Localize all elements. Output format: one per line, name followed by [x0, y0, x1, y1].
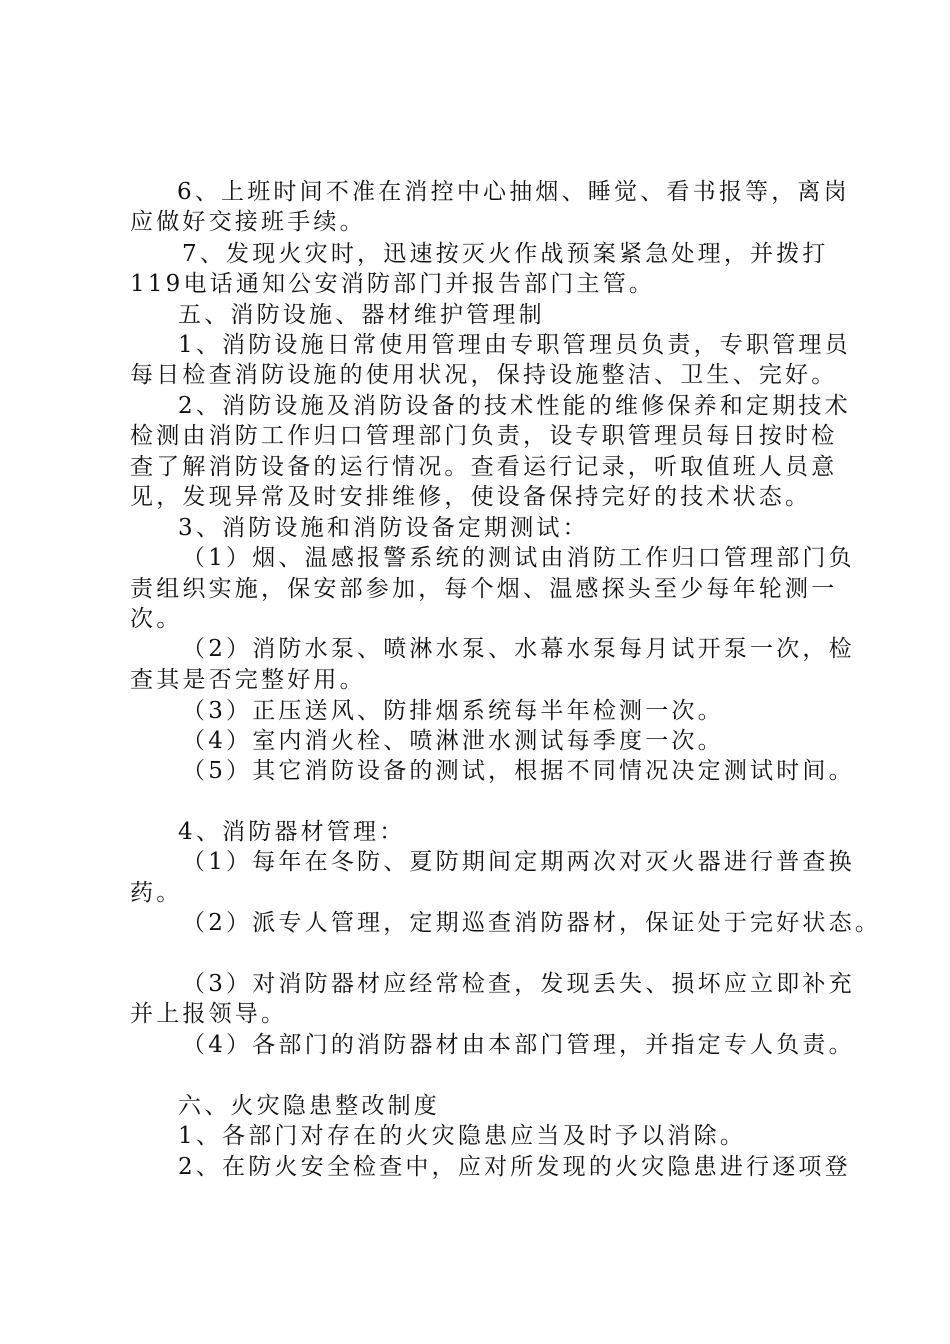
text-line: 119电话通知公安消防部门并报告部门主管。 [130, 271, 656, 297]
text-line: （3）对消防器材应经常检查，发现丢失、损坏应立即补充 [182, 971, 855, 997]
text-line: 并上报领导。 [130, 1001, 288, 1027]
text-line: 药。 [130, 880, 183, 906]
text-line: 次。 [130, 606, 183, 632]
text-line: （2）消防水泵、喷淋水泵、水幕水泵每月试开泵一次，检 [182, 636, 855, 662]
text-line: 4、消防器材管理： [178, 819, 406, 845]
text-line: （1）烟、温感报警系统的测试由消防工作归口管理部门负 [182, 545, 855, 571]
text-line: 见，发现异常及时安排维修，使设备保持完好的技术状态。 [130, 484, 812, 510]
text-line: 7、发现火灾时，迅速按灭火作战预案紧急处理，并拨打 [182, 241, 829, 267]
text-line: 2、消防设施及消防设备的技术性能的维修保养和定期技术 [178, 393, 851, 419]
text-line: （2）派专人管理，定期巡查消防器材，保证处于完好状态。 [182, 910, 882, 936]
text-line: （4）室内消火栓、喷淋泄水测试每季度一次。 [182, 728, 724, 754]
text-line: 查其是否完整好用。 [130, 667, 366, 693]
text-line: （5）其它消防设备的测试，根据不同情况决定测试时间。 [182, 758, 855, 784]
text-line: 1、各部门对存在的火灾隐患应当及时予以消除。 [178, 1123, 747, 1149]
text-line: 应做好交接班手续。 [130, 209, 366, 235]
text-line: 2、在防火安全检查中，应对所发现的火灾隐患进行逐项登 [178, 1154, 851, 1180]
text-line: 检测由消防工作归口管理部门负责，设专职管理员每日按时检 [130, 423, 838, 449]
text-line: （1）每年在冬防、夏防期间定期两次对灭火器进行普查换 [182, 849, 855, 875]
text-line: （3）正压送风、防排烟系统每半年检测一次。 [182, 698, 724, 724]
text-line: 1、消防设施日常使用管理由专职管理员负责，专职管理员 [178, 332, 851, 358]
text-line: 查了解消防设备的运行情况。查看运行记录，听取值班人员意 [130, 454, 838, 480]
text-line: 责组织实施，保安部参加，每个烟、温感探头至少每年轮测一 [130, 576, 838, 602]
text-line: 6、上班时间不准在消控中心抽烟、睡觉、看书报等，离岗 [177, 179, 850, 205]
text-line: 每日检查消防设施的使用状况，保持设施整洁、卫生、完好。 [130, 362, 838, 388]
section-heading: 五、消防设施、器材维护管理制 [178, 302, 545, 328]
text-line: 3、消防设施和消防设备定期测试： [178, 515, 589, 541]
section-heading: 六、火灾隐患整改制度 [178, 1093, 440, 1119]
text-line: （4）各部门的消防器材由本部门管理，并指定专人负责。 [182, 1032, 855, 1058]
